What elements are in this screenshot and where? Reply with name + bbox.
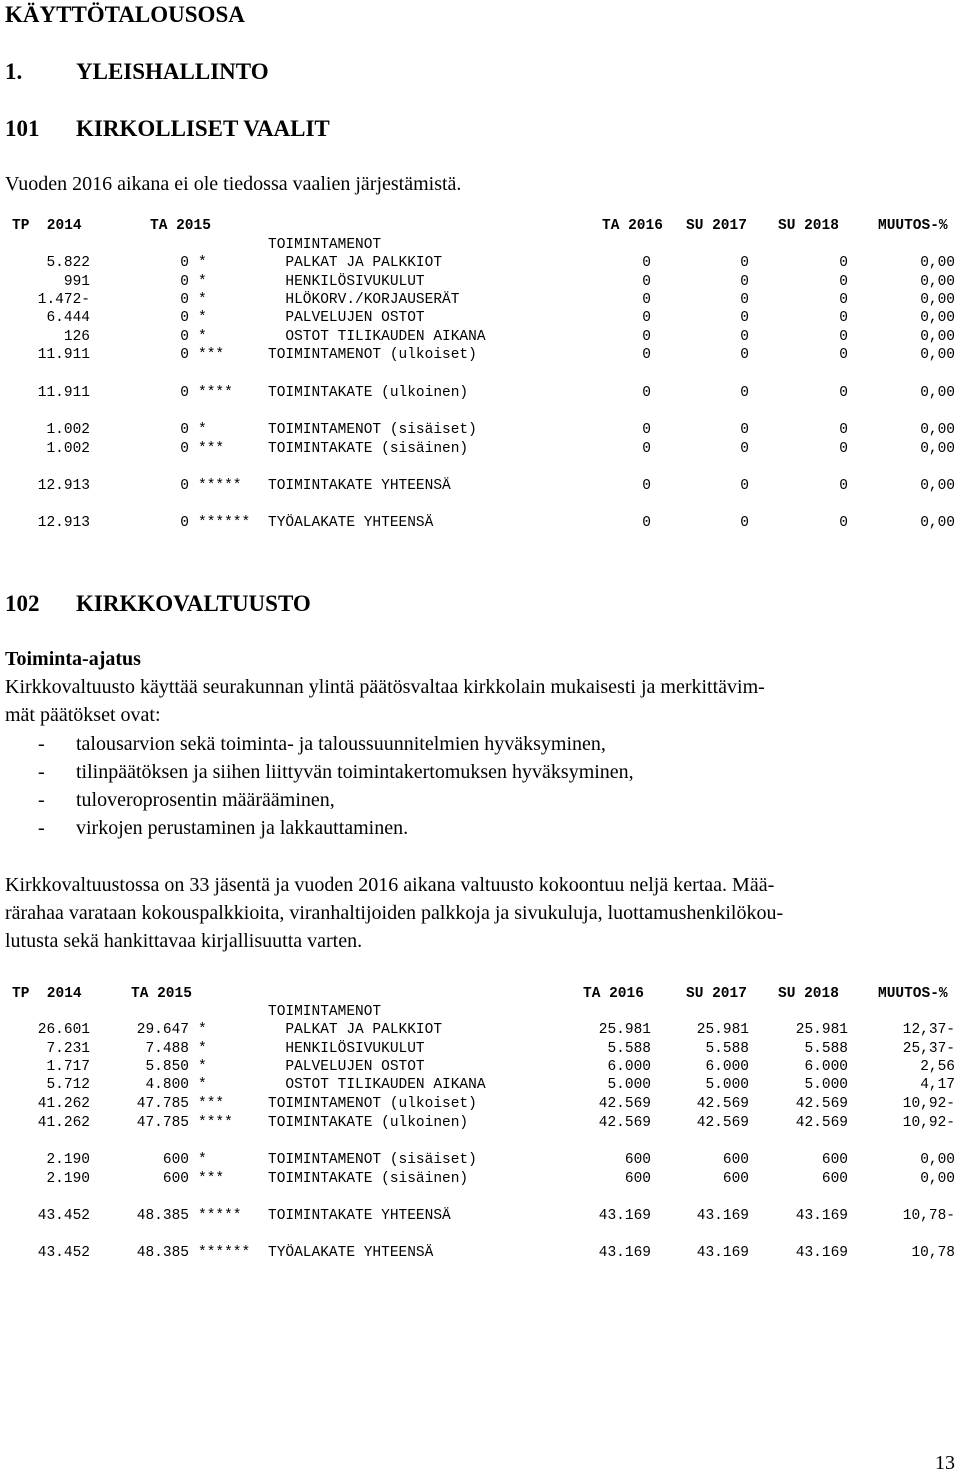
document-heading: KÄYTTÖTALOUSOSA xyxy=(5,2,245,27)
section-title: YLEISHALLINTO xyxy=(76,59,269,84)
cell-muutos: 0,00 xyxy=(920,292,955,308)
cell-muutos: 2,56 xyxy=(920,1059,955,1075)
header-ta15: TA 2015 xyxy=(150,218,211,234)
cell-label: PALKAT JA PALKKIOT xyxy=(268,1022,443,1038)
cell-tp: 41.262 xyxy=(37,1096,90,1112)
cell-ta16: 0 xyxy=(642,310,651,326)
table-102-group xyxy=(0,1003,960,1021)
cell-stars: * xyxy=(198,1041,207,1057)
table-101-group xyxy=(0,236,960,254)
table-row xyxy=(0,346,960,364)
table-row xyxy=(0,1207,960,1225)
cell-tp: 11.911 xyxy=(37,385,90,401)
cell-ta15: 0 xyxy=(180,385,189,401)
table-row xyxy=(0,514,960,532)
cell-ta15: 0 xyxy=(180,255,189,271)
cell-tp: 126 xyxy=(63,329,90,345)
cell-ta15: 0 xyxy=(180,274,189,290)
subsection-101-number: 101 xyxy=(5,116,40,141)
cell-stars: * xyxy=(198,292,207,308)
table-row xyxy=(0,421,960,439)
cell-tp: 2.190 xyxy=(46,1171,90,1187)
cell-su18: 0 xyxy=(839,478,848,494)
cell-su17: 0 xyxy=(740,255,749,271)
cell-ta16: 0 xyxy=(642,347,651,363)
cell-su17: 6.000 xyxy=(705,1059,749,1075)
table-row xyxy=(0,1076,960,1094)
cell-ta16: 600 xyxy=(624,1171,651,1187)
cell-su18: 0 xyxy=(839,310,848,326)
cell-stars: *** xyxy=(198,1171,225,1187)
cell-su17: 0 xyxy=(740,478,749,494)
cell-su18: 0 xyxy=(839,292,848,308)
header-su18: SU 2018 xyxy=(778,218,839,234)
table-row xyxy=(0,384,960,402)
table-row xyxy=(0,1114,960,1132)
cell-stars: * xyxy=(198,310,207,326)
cell-muutos: 0,00 xyxy=(920,478,955,494)
cell-tp: 6.444 xyxy=(46,310,90,326)
subsection-102-number: 102 xyxy=(5,591,40,616)
cell-tp: 1.717 xyxy=(46,1059,90,1075)
cell-tp: 12.913 xyxy=(37,478,90,494)
cell-stars: * xyxy=(198,1059,207,1075)
section-number: 1. xyxy=(5,59,23,84)
cell-su17: 42.569 xyxy=(696,1096,749,1112)
cell-label: TOIMINTAMENOT (sisäiset) xyxy=(268,422,477,438)
cell-label: OSTOT TILIKAUDEN AIKANA xyxy=(268,329,486,345)
table-102-header xyxy=(0,985,960,1003)
cell-su18: 0 xyxy=(839,329,848,345)
cell-label: HENKILÖSIVUKULUT xyxy=(268,1041,425,1057)
cell-label: PALVELUJEN OSTOT xyxy=(268,1059,425,1075)
cell-ta15: 600 xyxy=(162,1171,189,1187)
cell-tp: 26.601 xyxy=(37,1022,90,1038)
cell-su17: 0 xyxy=(740,515,749,531)
cell-ta15: 4.800 xyxy=(145,1077,189,1093)
header-tp: TP 2014 xyxy=(12,218,82,234)
cell-su17: 25.981 xyxy=(696,1022,749,1038)
cell-su17: 5.588 xyxy=(705,1041,749,1057)
cell-ta16: 0 xyxy=(642,478,651,494)
cell-su18: 0 xyxy=(839,347,848,363)
cell-su18: 43.169 xyxy=(795,1245,848,1261)
cell-ta16: 0 xyxy=(642,255,651,271)
table-row xyxy=(0,1095,960,1113)
table-row xyxy=(0,1058,960,1076)
cell-muutos: 0,00 xyxy=(920,347,955,363)
cell-ta16: 5.000 xyxy=(607,1077,651,1093)
cell-muutos: 12,37- xyxy=(902,1022,955,1038)
cell-stars: *** xyxy=(198,441,225,457)
cell-ta16: 0 xyxy=(642,385,651,401)
cell-su17: 0 xyxy=(740,292,749,308)
cell-tp: 12.913 xyxy=(37,515,90,531)
cell-ta15: 48.385 xyxy=(136,1245,189,1261)
para1-line2: mät päätökset ovat: xyxy=(5,704,161,726)
cell-muutos: 0,00 xyxy=(920,515,955,531)
cell-ta15: 600 xyxy=(162,1152,189,1168)
cell-ta15: 0 xyxy=(180,441,189,457)
cell-ta16: 43.169 xyxy=(598,1208,651,1224)
cell-label: OSTOT TILIKAUDEN AIKANA xyxy=(268,1077,486,1093)
cell-ta15: 0 xyxy=(180,515,189,531)
header-su17: SU 2017 xyxy=(686,218,747,234)
cell-label: HENKILÖSIVUKULUT xyxy=(268,274,425,290)
cell-ta15: 0 xyxy=(180,347,189,363)
table-row xyxy=(0,309,960,327)
cell-tp: 1.002 xyxy=(46,422,90,438)
cell-su17: 43.169 xyxy=(696,1245,749,1261)
cell-label: HLÖKORV./KORJAUSERÄT xyxy=(268,292,460,308)
cell-ta16: 43.169 xyxy=(598,1245,651,1261)
cell-ta16: 42.569 xyxy=(598,1115,651,1131)
header-su18: SU 2018 xyxy=(778,986,839,1002)
cell-muutos: 25,37- xyxy=(902,1041,955,1057)
cell-stars: * xyxy=(198,1077,207,1093)
header-su17: SU 2017 xyxy=(686,986,747,1002)
cell-muutos: 10,78- xyxy=(902,1208,955,1224)
header-tp: TP 2014 xyxy=(12,986,82,1002)
cell-su17: 0 xyxy=(740,441,749,457)
cell-label: TOIMINTAKATE (sisäinen) xyxy=(268,441,469,457)
cell-muutos: 0,00 xyxy=(920,310,955,326)
toiminta-heading: Toiminta-ajatus xyxy=(5,648,141,670)
cell-label: TOIMINTAKATE (ulkoinen) xyxy=(268,1115,469,1131)
bullet-item: virkojen perustaminen ja lakkauttaminen. xyxy=(76,817,409,839)
cell-su17: 600 xyxy=(722,1171,749,1187)
cell-muutos: 0,00 xyxy=(920,441,955,457)
cell-label: TYÖALAKATE YHTEENSÄ xyxy=(268,515,434,531)
cell-stars: ****** xyxy=(198,1245,251,1261)
table-101-header xyxy=(0,217,960,235)
cell-ta16: 0 xyxy=(642,422,651,438)
table-row xyxy=(0,328,960,346)
table-row xyxy=(0,440,960,458)
header-ta16: TA 2016 xyxy=(583,986,644,1002)
cell-stars: ***** xyxy=(198,478,242,494)
cell-stars: *** xyxy=(198,1096,225,1112)
subsection-102-title: KIRKKOVALTUUSTO xyxy=(76,591,311,616)
cell-label: TOIMINTAMENOT (ulkoiset) xyxy=(268,1096,477,1112)
cell-tp: 11.911 xyxy=(37,347,90,363)
para2-line1: Kirkkovaltuustossa on 33 jäsentä ja vuoden 2016 aikana valtuusto kokoontuu neljä kertaa. Mää- xyxy=(5,874,775,896)
cell-ta16: 0 xyxy=(642,329,651,345)
cell-tp: 1.472- xyxy=(37,292,90,308)
cell-ta16: 5.588 xyxy=(607,1041,651,1057)
para1-line1: Kirkkovaltuusto käyttää seurakunnan ylintä päätösvaltaa kirkkolain mukaisesti ja merkittävim- xyxy=(5,676,765,698)
bullet-dash: - xyxy=(38,789,45,811)
table-row xyxy=(0,1151,960,1169)
subsection-101-title: KIRKOLLISET VAALIT xyxy=(76,116,330,141)
cell-su18: 600 xyxy=(821,1171,848,1187)
cell-ta15: 48.385 xyxy=(136,1208,189,1224)
cell-ta15: 7.488 xyxy=(145,1041,189,1057)
cell-su18: 0 xyxy=(839,255,848,271)
cell-ta15: 29.647 xyxy=(136,1022,189,1038)
cell-su17: 43.169 xyxy=(696,1208,749,1224)
cell-ta16: 6.000 xyxy=(607,1059,651,1075)
cell-muutos: 0,00 xyxy=(920,1171,955,1187)
cell-stars: * xyxy=(198,1022,207,1038)
header-muutos: MUUTOS-% xyxy=(878,218,948,234)
group-label: TOIMINTAMENOT xyxy=(268,237,382,253)
cell-ta15: 47.785 xyxy=(136,1115,189,1131)
cell-muutos: 10,78 xyxy=(911,1245,955,1261)
cell-tp: 7.231 xyxy=(46,1041,90,1057)
cell-ta16: 600 xyxy=(624,1152,651,1168)
cell-su17: 0 xyxy=(740,274,749,290)
page-number: 13 xyxy=(935,1452,955,1474)
cell-stars: *** xyxy=(198,347,225,363)
cell-muutos: 0,00 xyxy=(920,422,955,438)
header-muutos: MUUTOS-% xyxy=(878,986,948,1002)
cell-stars: **** xyxy=(198,1115,233,1131)
cell-su18: 0 xyxy=(839,385,848,401)
cell-muutos: 0,00 xyxy=(920,329,955,345)
cell-ta15: 0 xyxy=(180,478,189,494)
cell-stars: ****** xyxy=(198,515,251,531)
cell-su18: 5.588 xyxy=(804,1041,848,1057)
cell-tp: 1.002 xyxy=(46,441,90,457)
table-row xyxy=(0,291,960,309)
cell-su17: 0 xyxy=(740,385,749,401)
cell-muutos: 10,92- xyxy=(902,1115,955,1131)
cell-su18: 43.169 xyxy=(795,1208,848,1224)
bullet-item: talousarvion sekä toiminta- ja taloussuunnitelmien hyväksyminen, xyxy=(76,733,606,755)
cell-ta15: 0 xyxy=(180,310,189,326)
cell-label: TOIMINTAMENOT (sisäiset) xyxy=(268,1152,477,1168)
cell-su17: 0 xyxy=(740,347,749,363)
cell-muutos: 0,00 xyxy=(920,255,955,271)
table-row xyxy=(0,1170,960,1188)
cell-ta16: 25.981 xyxy=(598,1022,651,1038)
cell-stars: ***** xyxy=(198,1208,242,1224)
cell-ta15: 47.785 xyxy=(136,1096,189,1112)
cell-tp: 5.712 xyxy=(46,1077,90,1093)
table-row xyxy=(0,477,960,495)
cell-su18: 0 xyxy=(839,515,848,531)
cell-muutos: 0,00 xyxy=(920,1152,955,1168)
bullet-item: tuloveroprosentin määrääminen, xyxy=(76,789,335,811)
cell-stars: * xyxy=(198,255,207,271)
cell-su18: 0 xyxy=(839,274,848,290)
cell-ta16: 0 xyxy=(642,515,651,531)
table-row xyxy=(0,254,960,272)
note-101: Vuoden 2016 aikana ei ole tiedossa vaalien järjestämistä. xyxy=(5,173,462,195)
bullet-dash: - xyxy=(38,817,45,839)
cell-su18: 600 xyxy=(821,1152,848,1168)
para2-line2: rärahaa varataan kokouspalkkioita, viranhaltijoiden palkkoja ja sivukuluja, luottamushenkilökou- xyxy=(5,902,784,924)
cell-label: TOIMINTAKATE YHTEENSÄ xyxy=(268,1208,451,1224)
cell-su18: 0 xyxy=(839,422,848,438)
cell-ta15: 0 xyxy=(180,422,189,438)
cell-stars: * xyxy=(198,1152,207,1168)
cell-tp: 5.822 xyxy=(46,255,90,271)
header-ta16: TA 2016 xyxy=(602,218,663,234)
cell-muutos: 4,17 xyxy=(920,1077,955,1093)
cell-su18: 42.569 xyxy=(795,1096,848,1112)
cell-tp: 41.262 xyxy=(37,1115,90,1131)
para2-line3: lutusta sekä hankittavaa kirjallisuutta varten. xyxy=(5,930,363,952)
cell-ta15: 5.850 xyxy=(145,1059,189,1075)
cell-stars: * xyxy=(198,329,207,345)
cell-stars: * xyxy=(198,422,207,438)
cell-su17: 0 xyxy=(740,329,749,345)
bullet-dash: - xyxy=(38,761,45,783)
cell-su17: 0 xyxy=(740,422,749,438)
cell-ta16: 42.569 xyxy=(598,1096,651,1112)
cell-su17: 5.000 xyxy=(705,1077,749,1093)
cell-su17: 42.569 xyxy=(696,1115,749,1131)
cell-label: TOIMINTAKATE (sisäinen) xyxy=(268,1171,469,1187)
cell-muutos: 0,00 xyxy=(920,385,955,401)
cell-ta16: 0 xyxy=(642,274,651,290)
cell-tp: 43.452 xyxy=(37,1245,90,1261)
cell-ta16: 0 xyxy=(642,441,651,457)
cell-muutos: 0,00 xyxy=(920,274,955,290)
cell-su17: 0 xyxy=(740,310,749,326)
cell-muutos: 10,92- xyxy=(902,1096,955,1112)
bullet-dash: - xyxy=(38,733,45,755)
cell-label: TOIMINTAKATE YHTEENSÄ xyxy=(268,478,451,494)
cell-su17: 600 xyxy=(722,1152,749,1168)
cell-label: TOIMINTAKATE (ulkoinen) xyxy=(268,385,469,401)
table-row xyxy=(0,1021,960,1039)
cell-ta16: 0 xyxy=(642,292,651,308)
group-label: TOIMINTAMENOT xyxy=(268,1004,382,1020)
cell-tp: 991 xyxy=(63,274,90,290)
cell-su18: 25.981 xyxy=(795,1022,848,1038)
cell-su18: 6.000 xyxy=(804,1059,848,1075)
cell-ta15: 0 xyxy=(180,292,189,308)
cell-stars: **** xyxy=(198,385,233,401)
cell-su18: 5.000 xyxy=(804,1077,848,1093)
cell-tp: 2.190 xyxy=(46,1152,90,1168)
cell-su18: 42.569 xyxy=(795,1115,848,1131)
cell-ta15: 0 xyxy=(180,329,189,345)
table-row xyxy=(0,273,960,291)
cell-label: TYÖALAKATE YHTEENSÄ xyxy=(268,1245,434,1261)
cell-tp: 43.452 xyxy=(37,1208,90,1224)
table-row xyxy=(0,1040,960,1058)
cell-label: PALVELUJEN OSTOT xyxy=(268,310,425,326)
header-ta15: TA 2015 xyxy=(131,986,192,1002)
table-row xyxy=(0,1244,960,1262)
cell-label: TOIMINTAMENOT (ulkoiset) xyxy=(268,347,477,363)
cell-su18: 0 xyxy=(839,441,848,457)
cell-stars: * xyxy=(198,274,207,290)
bullet-item: tilinpäätöksen ja siihen liittyvän toimintakertomuksen hyväksyminen, xyxy=(76,761,634,783)
cell-label: PALKAT JA PALKKIOT xyxy=(268,255,443,271)
